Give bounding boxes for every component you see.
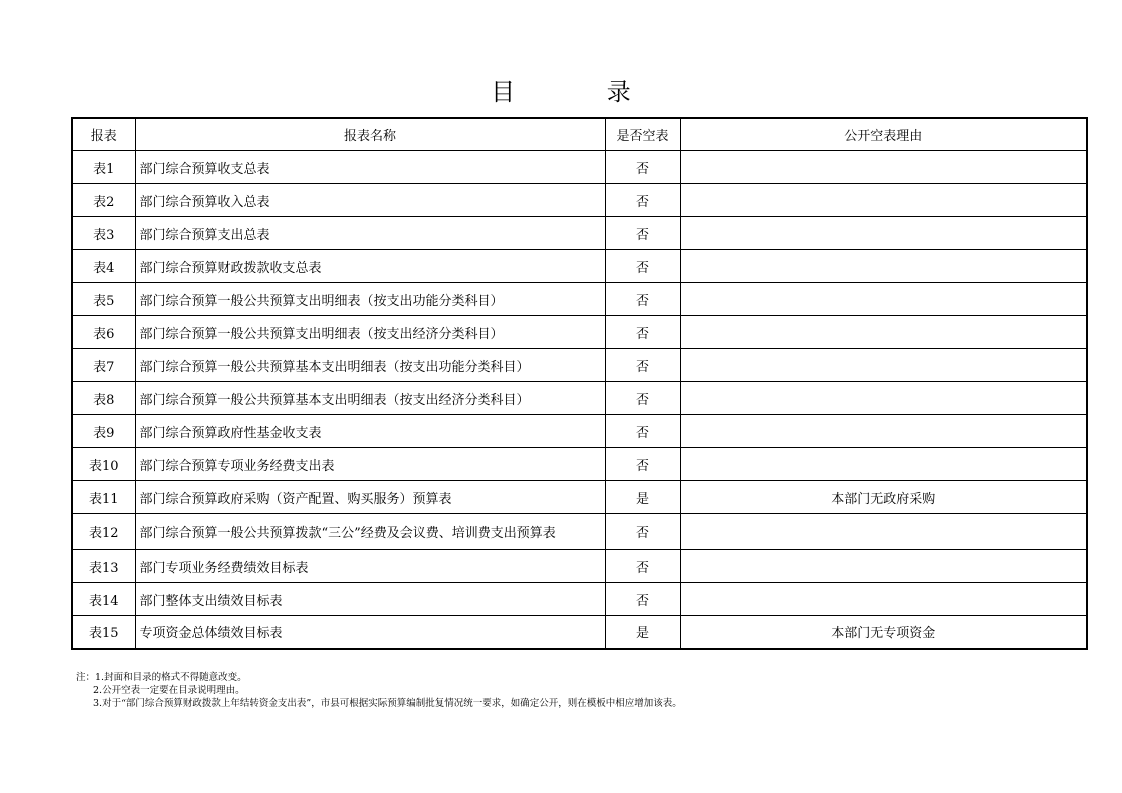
footnote-2: 2.公开空表一定要在目录说明理由。 — [93, 685, 245, 696]
table-row — [72, 217, 1087, 250]
is-empty-cell: 否 — [605, 514, 680, 550]
empty-reason-cell — [680, 349, 1087, 382]
header-report-id: 报表 — [72, 118, 135, 151]
is-empty-cell: 否 — [605, 415, 680, 448]
report-name-cell: 部门综合预算一般公共预算基本支出明细表（按支出功能分类科目） — [135, 349, 605, 382]
empty-reason-cell — [680, 250, 1087, 283]
table-header-row — [72, 118, 1087, 151]
report-id-cell: 表5 — [72, 283, 135, 316]
empty-reason-cell — [680, 382, 1087, 415]
is-empty-cell: 否 — [605, 448, 680, 481]
table-row — [72, 151, 1087, 184]
table-row — [72, 283, 1087, 316]
empty-reason-cell — [680, 415, 1087, 448]
report-name-cell: 部门整体支出绩效目标表 — [135, 583, 605, 616]
report-id-cell: 表11 — [72, 481, 135, 514]
report-name-cell: 部门综合预算专项业务经费支出表 — [135, 448, 605, 481]
footnote-1: 注：1.封面和目录的格式不得随意改变。 — [76, 672, 247, 683]
empty-reason-cell — [680, 514, 1087, 550]
report-id-cell: 表12 — [72, 514, 135, 550]
table-row — [72, 250, 1087, 283]
is-empty-cell: 否 — [605, 316, 680, 349]
table-row — [72, 481, 1087, 514]
report-id-cell: 表4 — [72, 250, 135, 283]
report-id-cell: 表1 — [72, 151, 135, 184]
table-row — [72, 316, 1087, 349]
report-name-cell: 专项资金总体绩效目标表 — [135, 616, 605, 649]
empty-reason-cell: 本部门无政府采购 — [680, 481, 1087, 514]
header-is-empty: 是否空表 — [605, 118, 680, 151]
report-id-cell: 表14 — [72, 583, 135, 616]
report-name-cell: 部门综合预算政府性基金收支表 — [135, 415, 605, 448]
report-name-cell: 部门综合预算一般公共预算基本支出明细表（按支出经济分类科目） — [135, 382, 605, 415]
empty-reason-cell — [680, 448, 1087, 481]
report-name-cell: 部门综合预算支出总表 — [135, 217, 605, 250]
empty-reason-cell — [680, 151, 1087, 184]
is-empty-cell: 否 — [605, 382, 680, 415]
header-empty-reason: 公开空表理由 — [680, 118, 1087, 151]
report-id-cell: 表10 — [72, 448, 135, 481]
empty-reason-cell — [680, 316, 1087, 349]
header-report-name: 报表名称 — [135, 118, 605, 151]
report-name-cell: 部门综合预算政府采购（资产配置、购买服务）预算表 — [135, 481, 605, 514]
empty-reason-cell: 本部门无专项资金 — [680, 616, 1087, 649]
footnotes — [76, 671, 682, 710]
report-name-cell: 部门综合预算财政拨款收支总表 — [135, 250, 605, 283]
is-empty-cell: 否 — [605, 349, 680, 382]
report-id-cell: 表8 — [72, 382, 135, 415]
footnote-3: 3.对于“部门综合预算财政拨款上年结转资金支出表”，市县可根据实际预算编制批复情况统一要求，如确定公开，则在模板中相应增加该表。 — [93, 698, 682, 709]
report-name-cell: 部门综合预算一般公共预算支出明细表（按支出经济分类科目） — [135, 316, 605, 349]
is-empty-cell: 否 — [605, 283, 680, 316]
is-empty-cell: 否 — [605, 250, 680, 283]
report-name-cell: 部门综合预算收入总表 — [135, 184, 605, 217]
report-id-cell: 表2 — [72, 184, 135, 217]
report-name-cell: 部门专项业务经费绩效目标表 — [135, 550, 605, 583]
report-name-cell: 部门综合预算一般公共预算拨款“三公”经费及会议费、培训费支出预算表 — [135, 514, 605, 550]
catalog-table — [71, 117, 1088, 650]
empty-reason-cell — [680, 283, 1087, 316]
table-row — [72, 184, 1087, 217]
table-row — [72, 349, 1087, 382]
is-empty-cell: 否 — [605, 184, 680, 217]
is-empty-cell: 否 — [605, 217, 680, 250]
table-row — [72, 550, 1087, 583]
report-id-cell: 表6 — [72, 316, 135, 349]
report-id-cell: 表13 — [72, 550, 135, 583]
empty-reason-cell — [680, 550, 1087, 583]
report-name-cell: 部门综合预算一般公共预算支出明细表（按支出功能分类科目） — [135, 283, 605, 316]
empty-reason-cell — [680, 583, 1087, 616]
table-row — [72, 514, 1087, 550]
table-row — [72, 583, 1087, 616]
is-empty-cell: 是 — [605, 616, 680, 649]
report-id-cell: 表3 — [72, 217, 135, 250]
is-empty-cell: 否 — [605, 151, 680, 184]
table-row — [72, 448, 1087, 481]
report-id-cell: 表15 — [72, 616, 135, 649]
is-empty-cell: 否 — [605, 583, 680, 616]
report-id-cell: 表9 — [72, 415, 135, 448]
empty-reason-cell — [680, 217, 1087, 250]
empty-reason-cell — [680, 184, 1087, 217]
table-row — [72, 382, 1087, 415]
table-row — [72, 616, 1087, 649]
report-name-cell: 部门综合预算收支总表 — [135, 151, 605, 184]
page-title: 目 录 — [491, 78, 673, 106]
is-empty-cell: 否 — [605, 550, 680, 583]
is-empty-cell: 是 — [605, 481, 680, 514]
report-id-cell: 表7 — [72, 349, 135, 382]
table-row — [72, 415, 1087, 448]
